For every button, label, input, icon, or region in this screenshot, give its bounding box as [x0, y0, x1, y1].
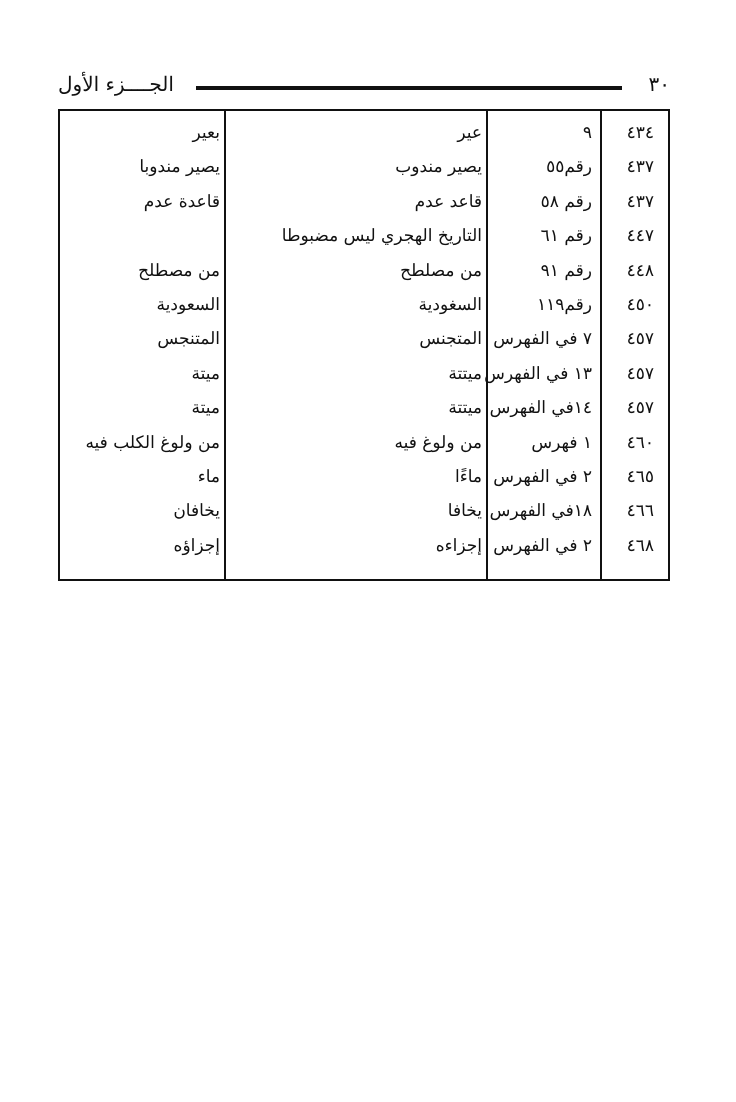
correct-text-cell: بعير	[192, 123, 220, 143]
table-row	[60, 188, 668, 222]
table-row	[60, 532, 668, 566]
line-cell: رقم ٦١	[540, 226, 592, 247]
correct-text-cell: المتنجس	[157, 329, 220, 350]
page-cell: ٤٥٧	[626, 363, 654, 384]
line-cell: رقم ٩١	[540, 260, 592, 281]
table-row	[60, 291, 668, 325]
line-cell: ٢ في الفهرس	[493, 467, 592, 487]
table-row	[60, 222, 668, 256]
page-cell: ٤٤٨	[626, 260, 654, 281]
page-cell: ٤٣٧	[626, 191, 654, 212]
table-row	[60, 325, 668, 359]
page-cell: ٤٦٨	[626, 535, 654, 556]
table-row	[60, 119, 668, 153]
correct-text-cell: ماء	[197, 467, 220, 487]
correct-text-cell: إجزاؤه	[173, 535, 220, 556]
page-cell: ٤٣٧	[626, 157, 654, 178]
page-cell: ٤٥٠	[626, 295, 654, 315]
correct-text-cell: السعودية	[156, 295, 220, 315]
wrong-text-cell: يخافا	[447, 501, 482, 522]
errata-table	[58, 109, 670, 581]
table-row	[60, 360, 668, 394]
page-cell: ٤٣٤	[626, 123, 654, 143]
line-cell: ١٤في الفهرس	[489, 398, 592, 419]
wrong-text-cell: يصير مندوب	[395, 157, 482, 178]
correct-text-cell: يصير مندوبا	[139, 157, 220, 178]
wrong-text-cell: السغودية	[418, 295, 482, 315]
line-cell: رقم٥٥	[546, 157, 592, 178]
correct-text-cell: ميتة	[191, 398, 220, 419]
wrong-text-cell: المتجنس	[419, 329, 482, 350]
line-cell: رقم ٥٨	[540, 191, 592, 212]
wrong-text-cell: إجزاءه	[435, 535, 482, 556]
correct-text-cell: يخافان	[173, 501, 220, 522]
wrong-text-cell: ميتتة	[448, 398, 482, 419]
page-number: ٣٠	[648, 72, 670, 96]
line-cell: ١ فهرس	[531, 432, 592, 453]
wrong-text-cell: قاعد عدم	[414, 191, 482, 212]
table-row	[60, 153, 668, 187]
wrong-text-cell: ماءًا	[454, 467, 482, 487]
book-title: الجــــزء الأول	[58, 72, 174, 96]
wrong-text-cell: ميتتة	[448, 363, 482, 384]
correct-text-cell: ميتة	[191, 363, 220, 384]
line-cell: ٢ في الفهرس	[493, 535, 592, 556]
page-cell: ٤٥٧	[626, 398, 654, 419]
line-cell: ٩	[582, 123, 592, 143]
page-header	[58, 72, 670, 98]
wrong-text-cell: التاريخ الهجري ليس مضبوطا	[281, 226, 482, 247]
page-cell: ٤٦٥	[626, 467, 654, 487]
correct-text-cell: من ولوغ الكلب فيه	[85, 432, 220, 453]
correct-text-cell: قاعدة عدم	[143, 191, 220, 212]
table-row	[60, 394, 668, 428]
page-cell: ٤٤٧	[626, 226, 654, 247]
table-row	[60, 429, 668, 463]
line-cell: ١٨في الفهرس	[489, 501, 592, 522]
header-rule	[196, 86, 622, 90]
wrong-text-cell: من ولوغ فيه	[394, 432, 482, 453]
line-cell: رقم١١٩	[536, 295, 592, 315]
page-cell: ٤٦٦	[626, 501, 654, 522]
table-row	[60, 257, 668, 291]
line-cell: ١٣ في الفهرس	[484, 363, 592, 384]
table-row	[60, 497, 668, 531]
line-cell: ٧ في الفهرس	[493, 329, 592, 350]
page-cell: ٤٥٧	[626, 329, 654, 350]
page-cell: ٤٦٠	[626, 432, 654, 453]
table-row	[60, 463, 668, 497]
wrong-text-cell: من مصلطح	[400, 260, 482, 281]
wrong-text-cell: عير	[457, 123, 482, 143]
correct-text-cell: من مصطلح	[138, 260, 220, 281]
